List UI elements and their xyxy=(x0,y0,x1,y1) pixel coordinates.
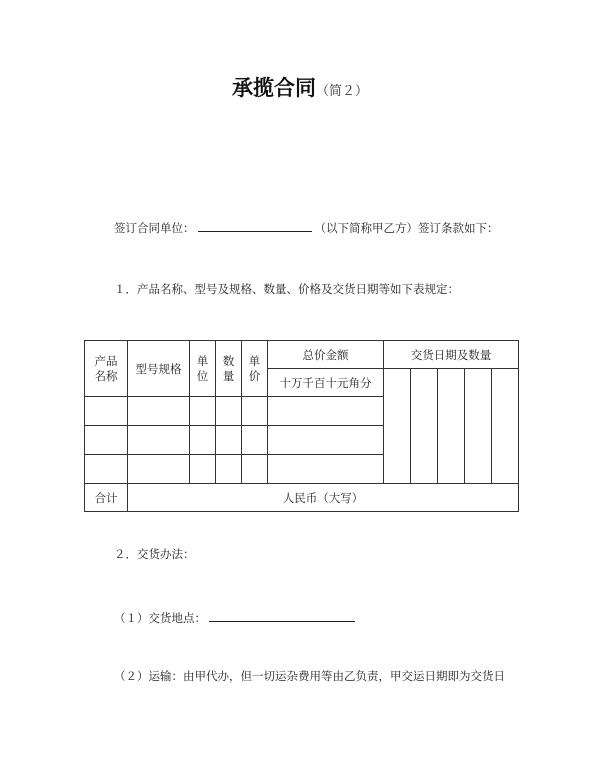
table-cell[interactable] xyxy=(216,397,242,426)
clause-2-2: （２）运输：由甲代办，但一切运杂费用等由乙负责，甲交运日期即为交货日 xyxy=(114,669,505,683)
header-unit: 单 位 xyxy=(190,341,216,397)
table-cell[interactable] xyxy=(268,426,384,455)
delivery-cell[interactable] xyxy=(492,369,519,484)
signing-party-blank[interactable] xyxy=(198,219,312,232)
table-cell[interactable] xyxy=(190,426,216,455)
signing-suffix: （以下简称甲乙方）签订条款如下： xyxy=(314,221,499,235)
signing-prefix: 签订合同单位： xyxy=(114,221,195,235)
table-cell[interactable] xyxy=(190,397,216,426)
header-quantity: 数 量 xyxy=(216,341,242,397)
table-cell[interactable] xyxy=(268,455,384,484)
clause-1: １．产品名称、型号及规格、数量、价格及交货日期等如下表规定： xyxy=(114,282,459,296)
table-cell[interactable] xyxy=(85,397,128,426)
header-total-amount: 总价金额 xyxy=(268,341,384,369)
delivery-location-label: （１）交货地点： xyxy=(114,611,206,625)
clause-2: ２．交货办法： xyxy=(114,547,195,561)
header-model: 型号规格 xyxy=(128,341,190,397)
delivery-cell[interactable] xyxy=(465,369,492,484)
table-cell[interactable] xyxy=(242,455,268,484)
table-cell[interactable] xyxy=(128,426,190,455)
title-main: 承揽合同 xyxy=(231,76,316,100)
table-cell[interactable] xyxy=(268,397,384,426)
table-cell[interactable] xyxy=(85,426,128,455)
table-cell[interactable] xyxy=(242,426,268,455)
delivery-cell[interactable] xyxy=(438,369,465,484)
title-suffix: （简２） xyxy=(315,84,368,99)
delivery-cell[interactable] xyxy=(411,369,438,484)
table-cell[interactable] xyxy=(190,455,216,484)
table-cell[interactable] xyxy=(85,455,128,484)
delivery-location-blank[interactable] xyxy=(209,609,355,622)
table-cell[interactable] xyxy=(128,455,190,484)
delivery-cell[interactable] xyxy=(384,369,411,484)
header-product-name: 产品 名称 xyxy=(85,341,128,397)
table-cell[interactable] xyxy=(128,397,190,426)
total-label: 合计 xyxy=(85,484,128,512)
total-row xyxy=(85,484,519,512)
signing-line xyxy=(114,219,499,236)
table-cell[interactable] xyxy=(216,455,242,484)
header-total-digits: 十万千百十元角分 xyxy=(268,369,384,397)
header-delivery: 交货日期及数量 xyxy=(384,341,519,369)
header-unit-price: 单 价 xyxy=(242,341,268,397)
total-rmb-field[interactable]: 人民币（大写） xyxy=(128,484,519,512)
clause-2-1 xyxy=(114,609,358,626)
document-title xyxy=(0,72,600,102)
product-table xyxy=(84,340,519,512)
table-cell[interactable] xyxy=(216,426,242,455)
table-cell[interactable] xyxy=(242,397,268,426)
